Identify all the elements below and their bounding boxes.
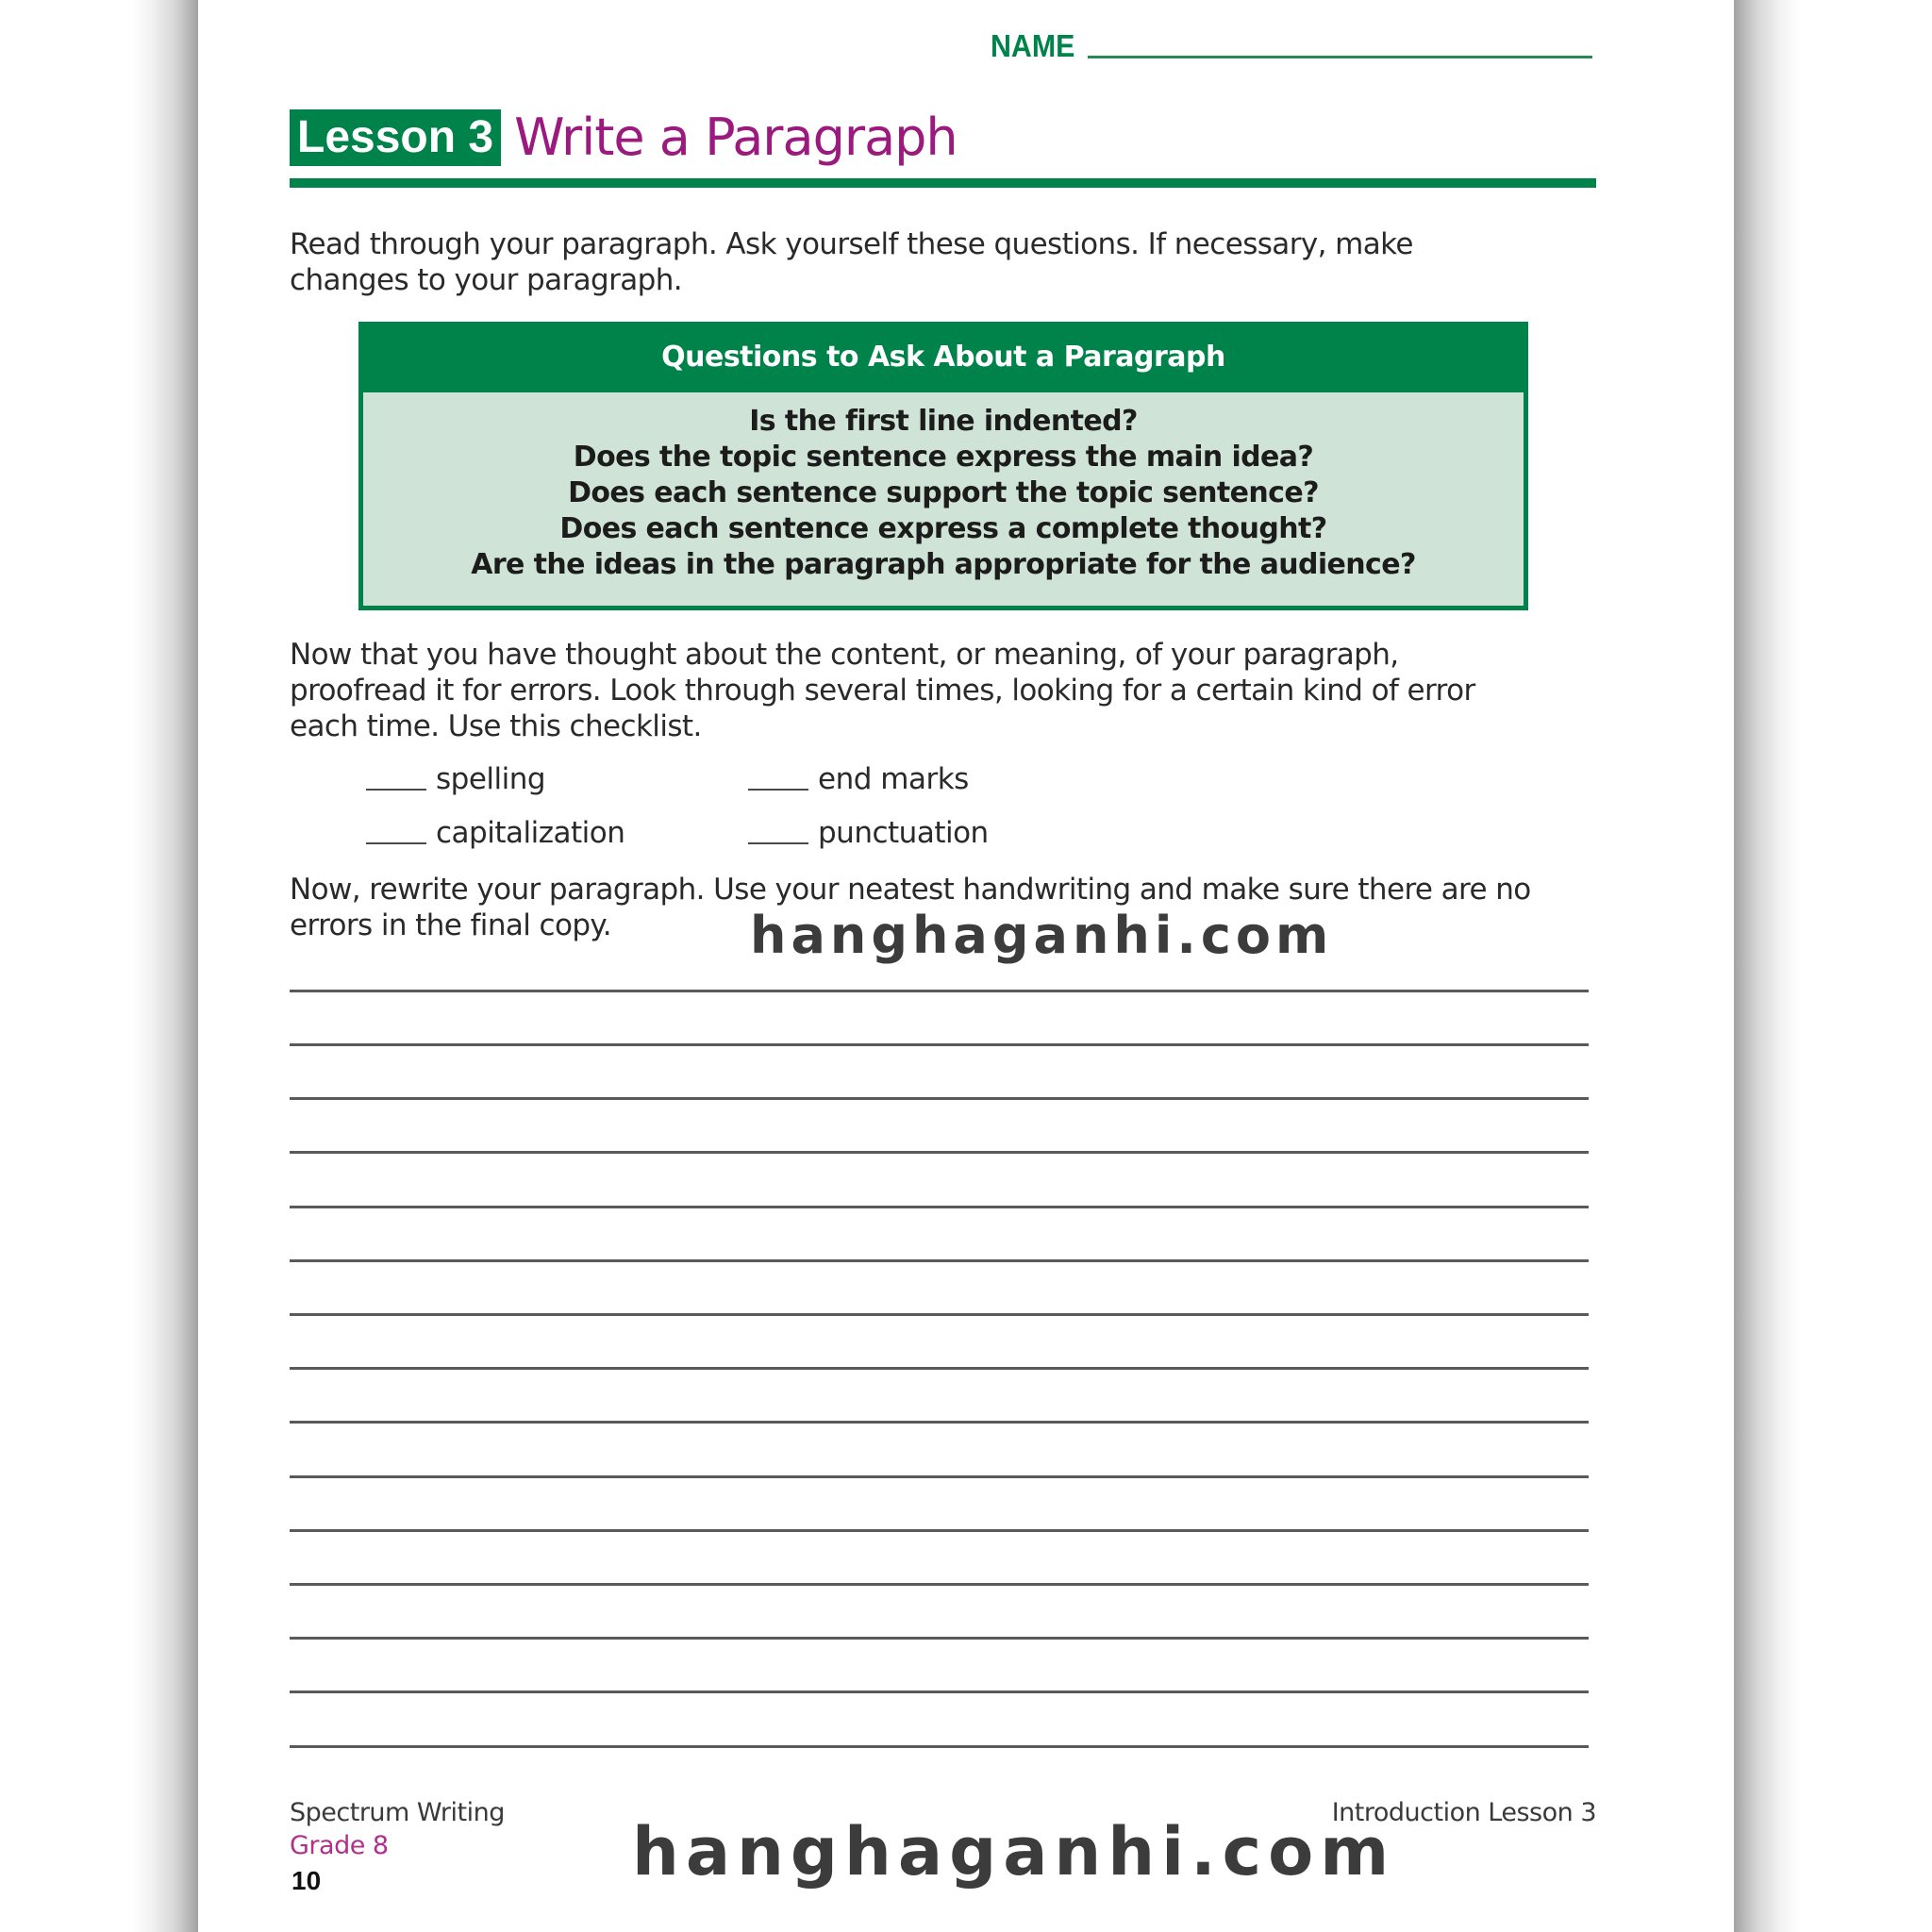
lesson-title-row	[290, 109, 958, 166]
page-shadow-right	[1734, 0, 1800, 1932]
checklist-label: punctuation	[818, 816, 989, 850]
question-item: Is the first line indented?	[749, 405, 1138, 438]
checklist-item-end-marks[interactable]	[748, 762, 969, 796]
questions-box	[358, 322, 1528, 610]
check-blank[interactable]	[366, 842, 426, 844]
rewrite-line-2: errors in the final copy.	[290, 908, 612, 942]
check-blank[interactable]	[748, 789, 808, 791]
writing-line[interactable]	[290, 1151, 1589, 1154]
proofread-line-3: each time. Use this checklist.	[290, 709, 702, 743]
questions-box-title: Questions to Ask About a Paragraph	[661, 340, 1225, 374]
questions-box-body	[363, 392, 1524, 606]
rewrite-line-1: Now, rewrite your paragraph. Use your neatest handwriting and make sure there are no	[290, 873, 1531, 907]
check-blank[interactable]	[366, 789, 426, 791]
writing-line[interactable]	[290, 1637, 1589, 1640]
footer-series: Spectrum Writing	[290, 1798, 505, 1827]
check-blank[interactable]	[748, 842, 808, 844]
intro-paragraph	[290, 226, 1610, 298]
checklist-item-spelling[interactable]	[366, 762, 545, 796]
writing-line[interactable]	[290, 1097, 1589, 1100]
watermark-text: hanghaganhi.com	[750, 906, 1334, 965]
question-item: Does each sentence express a complete thought?	[559, 512, 1327, 545]
footer-grade: Grade 8	[290, 1831, 389, 1860]
name-label: NAME	[991, 28, 1075, 63]
page-number: 10	[291, 1866, 322, 1895]
checklist-item-punctuation[interactable]	[748, 816, 989, 850]
checklist-label: end marks	[818, 762, 969, 796]
writing-line[interactable]	[290, 1745, 1589, 1748]
checklist-label: spelling	[436, 762, 546, 796]
question-item: Does the topic sentence express the main idea?	[573, 441, 1314, 474]
intro-line-1: Read through your paragraph. Ask yourself these questions. If necessary, make	[290, 227, 1413, 261]
lesson-badge: Lesson 3	[290, 109, 501, 166]
writing-line[interactable]	[290, 1043, 1589, 1046]
checklist-item-capitalization[interactable]	[366, 816, 625, 850]
checklist-label: capitalization	[436, 816, 625, 850]
page-shadow-left	[132, 0, 198, 1932]
writing-line[interactable]	[290, 1313, 1589, 1316]
footer-left	[290, 1796, 505, 1900]
name-field	[991, 28, 1592, 64]
writing-line[interactable]	[290, 1475, 1589, 1478]
footer-section: Introduction Lesson 3	[1331, 1798, 1596, 1827]
writing-line[interactable]	[290, 1259, 1589, 1262]
page-title: Write a Paragraph	[514, 108, 958, 167]
question-item: Does each sentence support the topic sentence?	[568, 476, 1319, 509]
writing-line[interactable]	[290, 1690, 1589, 1693]
intro-line-2: changes to your paragraph.	[290, 263, 683, 297]
proofread-paragraph	[290, 637, 1610, 744]
question-item: Are the ideas in the paragraph appropriate for the audience?	[471, 548, 1416, 581]
writing-line[interactable]	[290, 1421, 1589, 1424]
title-divider	[290, 178, 1596, 188]
proofread-line-1: Now that you have thought about the content, or meaning, of your paragraph,	[290, 638, 1399, 672]
watermark-text: hanghaganhi.com	[632, 1813, 1396, 1890]
writing-line[interactable]	[290, 1367, 1589, 1370]
writing-line[interactable]	[290, 1206, 1589, 1208]
writing-line[interactable]	[290, 990, 1589, 992]
writing-line[interactable]	[290, 1529, 1589, 1532]
writing-line[interactable]	[290, 1583, 1589, 1586]
name-blank-line[interactable]	[1088, 56, 1592, 58]
proofread-line-2: proofread it for errors. Look through several times, looking for a certain kind of error	[290, 674, 1475, 708]
